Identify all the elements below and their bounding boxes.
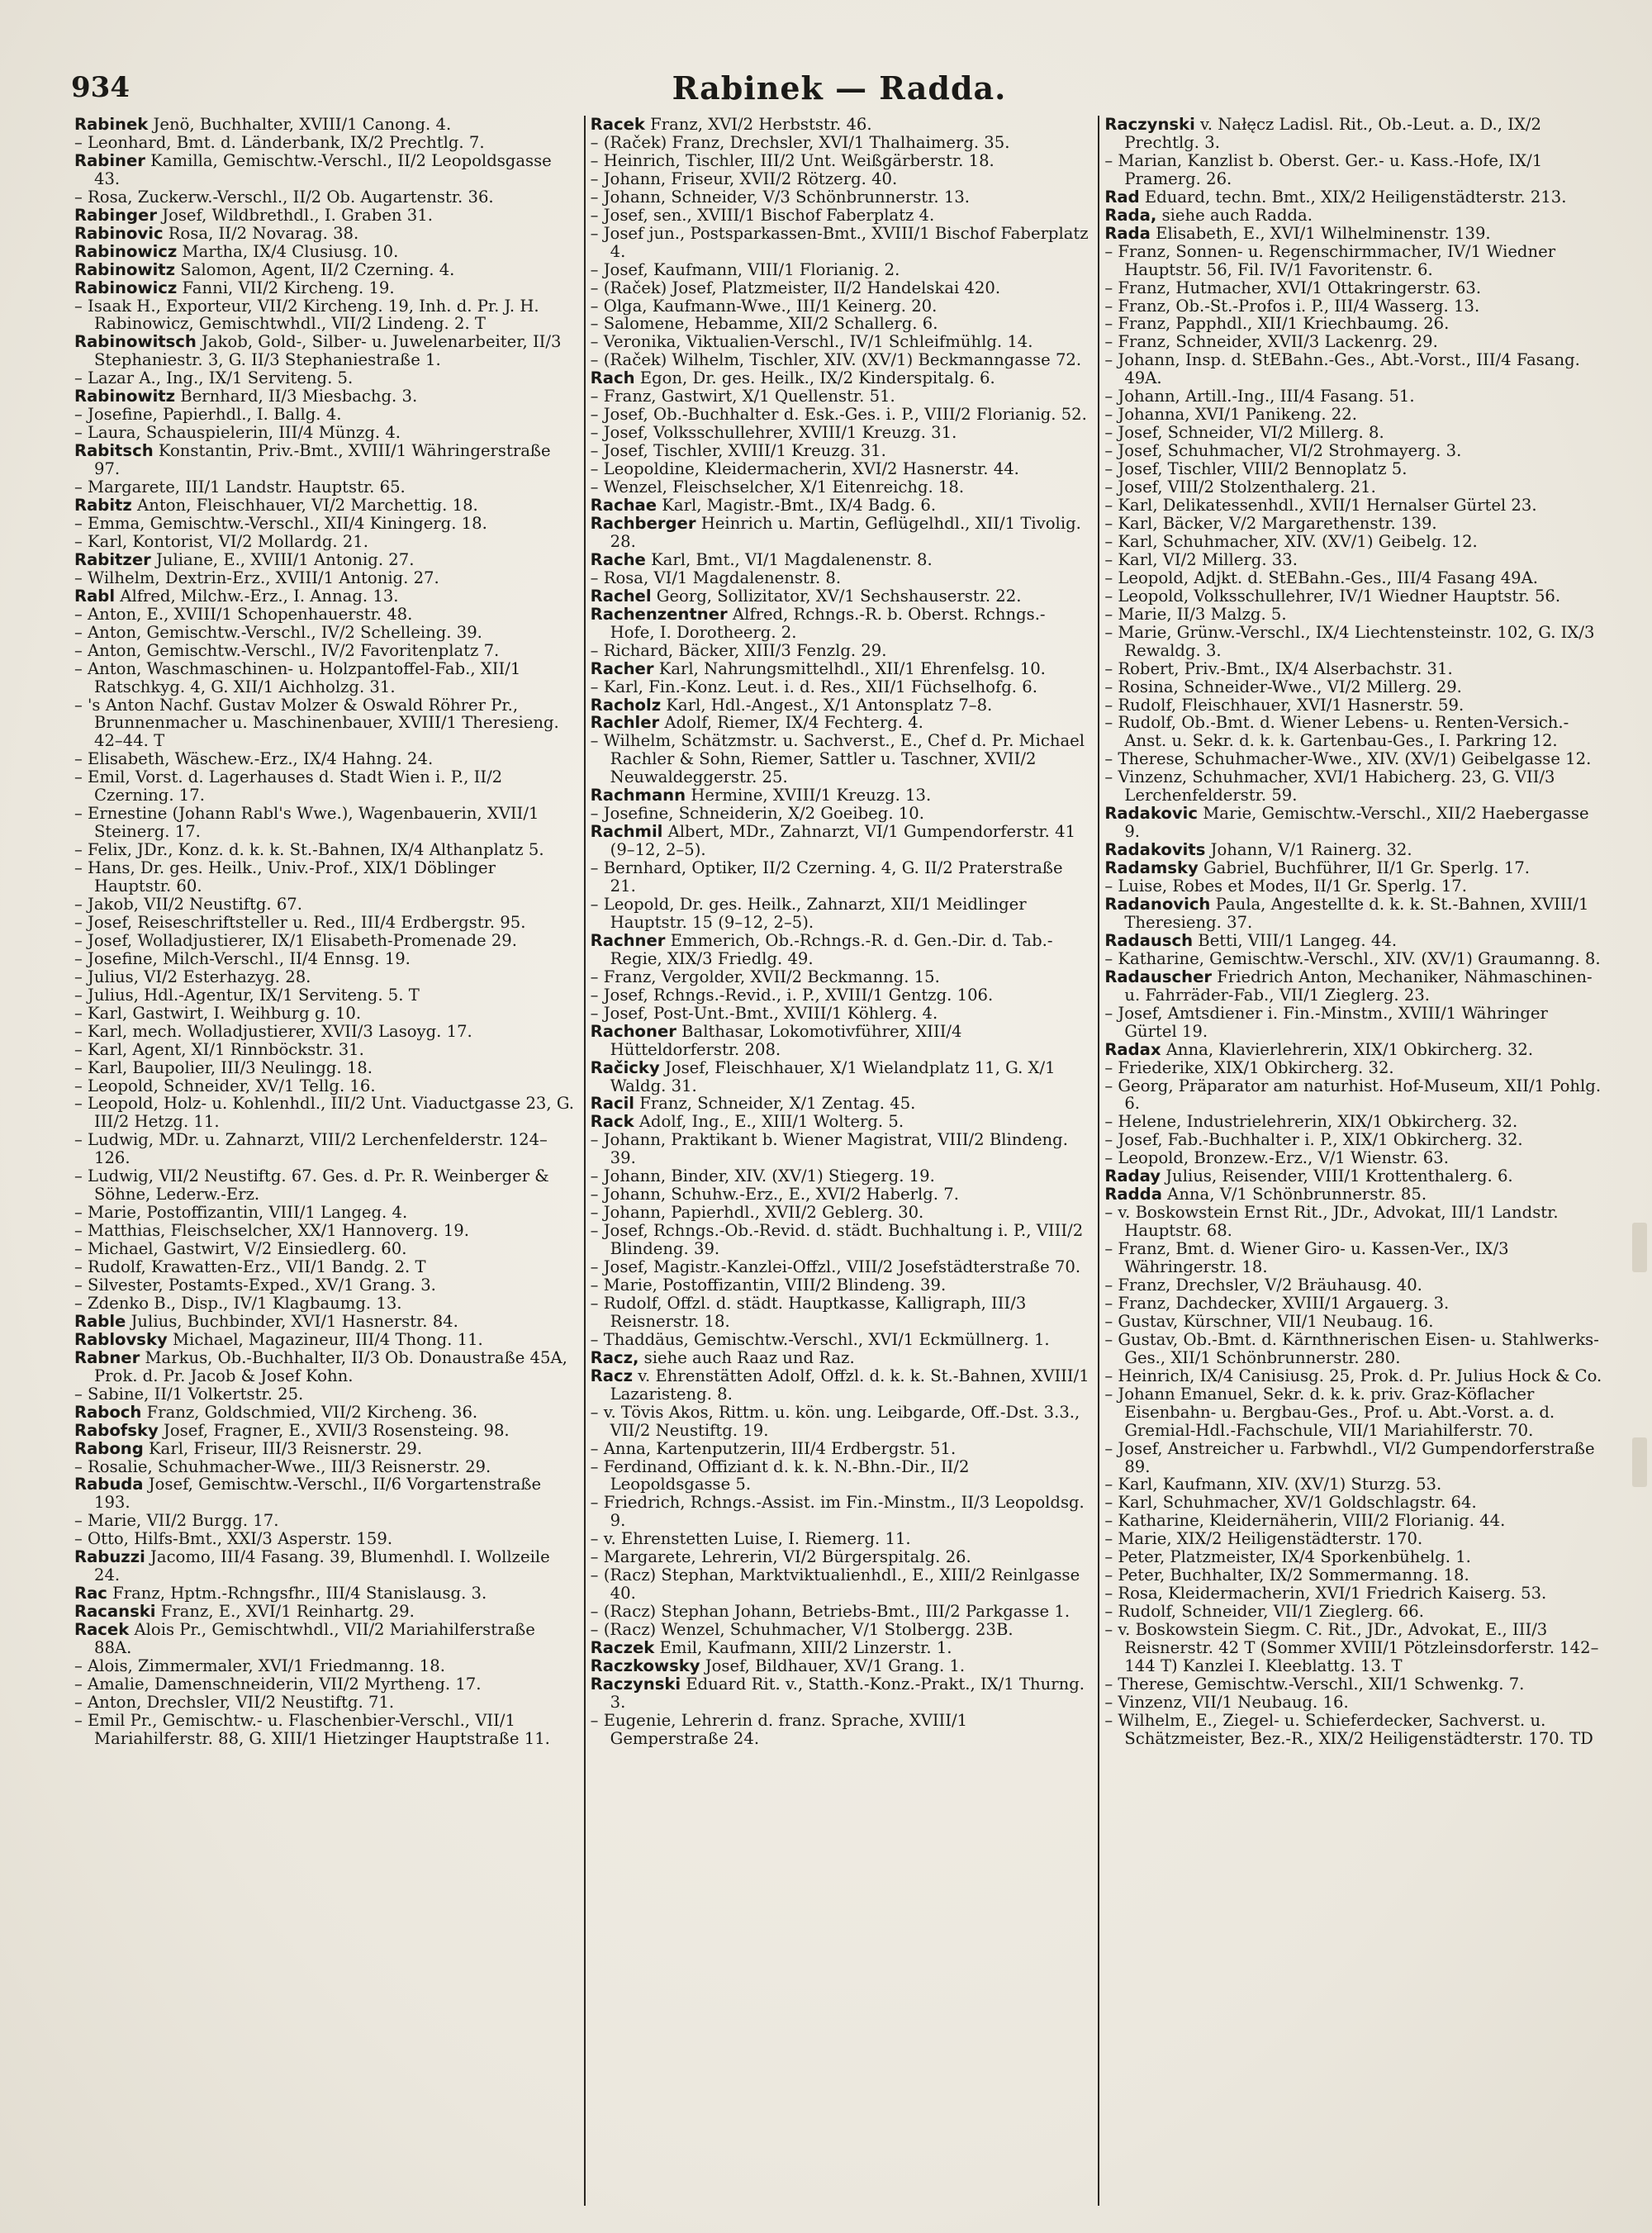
entry-surname: Rack: [590, 1112, 634, 1132]
directory-entry: – Marie, Postoffizantin, VIII/1 Langeg. 4.: [74, 1203, 408, 1223]
entry-surname: Rada,: [1104, 205, 1157, 225]
directory-entry: – Leonhard, Bmt. d. Länderbank, IX/2 Prechtlg. 7.: [74, 132, 485, 152]
directory-entry: – Leopoldine, Kleidermacherin, XVI/2 Hasnerstr. 44.: [590, 459, 1019, 479]
directory-entry: – Isaak H., Exporteur, VII/2 Kircheng. 19, Inh. d. Pr. J. H. Rabinowicz, Gemischtwhdl., VII/2 Lindeng. 2. T: [74, 296, 539, 334]
entry-surname: Raczek: [590, 1638, 655, 1658]
directory-entry: – Luise, Robes et Modes, II/1 Gr. Sperlg. 17.: [1104, 877, 1468, 896]
directory-entry: Radakovic Marie, Gemischtw.-Verschl., XII/2 Haebergasse 9.: [1104, 804, 1589, 842]
entry-surname: Rache: [590, 549, 646, 569]
directory-entry: – Georg, Präparator am naturhist. Hof-Museum, XII/1 Pohlg. 6.: [1104, 1076, 1602, 1114]
directory-entry: – Anton, E., XVIII/1 Schopenhauerstr. 48.: [74, 604, 413, 624]
entry-surname: Rach: [590, 368, 635, 388]
directory-entry: – Josef, Schuhmacher, VI/2 Strohmayerg. 3.: [1104, 441, 1462, 461]
directory-entry: – Johann, Friseur, XVII/2 Rötzerg. 40.: [590, 169, 898, 188]
directory-entry: – Karl, Schuhmacher, XIV. (XV/1) Geibelg. 12.: [1104, 531, 1478, 551]
directory-entry: Rabinovic Rosa, II/2 Novarag. 38.: [74, 223, 359, 243]
directory-entry: Rachmil Albert, MDr., Zahnarzt, VI/1 Gumpendorferstr. 41 (9–12, 2–5).: [590, 822, 1076, 860]
directory-entry: – Josef, Rchngs.-Ob.-Revid. d. städt. Buchhaltung i. P., VIII/2 Blindeng. 39.: [590, 1221, 1084, 1259]
entry-surname: Rachae: [590, 496, 657, 515]
directory-entry: Rabitzer Juliane, E., XVIII/1 Antonig. 27.: [74, 549, 415, 569]
directory-entry: – Leopold, Volksschullehrer, IV/1 Wiedner Hauptstr. 56.: [1104, 586, 1561, 606]
entry-surname: Radakovits: [1104, 840, 1206, 860]
entry-surname: Radakovic: [1104, 804, 1198, 824]
page-header: [71, 69, 1607, 111]
entry-surname: Rablovsky: [74, 1329, 168, 1349]
directory-entry: – Franz, Drechsler, V/2 Bräuhausg. 40.: [1104, 1276, 1422, 1295]
directory-entry: – Wenzel, Fleischselcher, X/1 Eitenreichg. 18.: [590, 477, 965, 497]
directory-entry: – Hans, Dr. ges. Heilk., Univ.-Prof., XIX/1 Döblinger Hauptstr. 60.: [74, 858, 496, 896]
entry-surname: Radax: [1104, 1039, 1161, 1059]
directory-entry: Rabinowicz Martha, IX/4 Clusiusg. 10.: [74, 241, 399, 261]
entry-surname: Rabitsch: [74, 441, 154, 461]
directory-entry: Rabitz Anton, Fleischhauer, VI/2 Marchettig. 18.: [74, 496, 478, 515]
directory-entry: – Josef, Schneider, VI/2 Millerg. 8.: [1104, 423, 1384, 443]
directory-entry: – (Raček) Franz, Drechsler, XVI/1 Thalhaimerg. 35.: [590, 132, 1010, 152]
entry-surname: Radda: [1104, 1185, 1162, 1204]
directory-entry: Rabinowitz Salomon, Agent, II/2 Czerning. 4.: [74, 259, 455, 279]
directory-entry: – Gustav, Ob.-Bmt. d. Kärnthnerischen Eisen- u. Stahlwerks-Ges., XII/1 Schönbrunnerstr. 280.: [1104, 1329, 1599, 1367]
entry-surname: Rada: [1104, 223, 1151, 243]
directory-entry: – Rudolf, Schneider, VII/1 Zieglerg. 66.: [1104, 1602, 1424, 1622]
directory-entry: – Anton, Gemischtw.-Verschl., IV/2 Schelleing. 39.: [74, 622, 482, 642]
directory-entry: – Thaddäus, Gemischtw.-Verschl., XVI/1 Eckmüllnerg. 1.: [590, 1329, 1050, 1349]
directory-entry: Rabitsch Konstantin, Priv.-Bmt., XVIII/1 Währingerstraße 97.: [74, 441, 551, 479]
entry-surname: Racher: [590, 658, 654, 678]
page-number: 934: [71, 71, 130, 104]
directory-entry: Rabiner Kamilla, Gemischtw.-Verschl., II/2 Leopoldsgasse 43.: [74, 150, 552, 188]
directory-entry: – Leopold, Adjkt. d. StEBahn.-Ges., III/4 Fasang 49A.: [1104, 568, 1539, 587]
directory-entry: Racz, siehe auch Raaz und Raz.: [590, 1347, 855, 1367]
entry-surname: Racanski: [74, 1602, 156, 1622]
directory-entry: Rach Egon, Dr. ges. Heilk., IX/2 Kinderspitalg. 6.: [590, 368, 995, 388]
entry-surname: Rabitz: [74, 496, 132, 515]
directory-entry: – Karl, Agent, XI/1 Rinnböckstr. 31.: [74, 1039, 364, 1059]
entry-surname: Rabinowitz: [74, 387, 176, 406]
directory-entry: – Margarete, Lehrerin, VI/2 Bürgerspitalg. 26.: [590, 1547, 971, 1567]
directory-entry: – Josef, Anstreicher u. Farbwhdl., VI/2 Gumpendorferstraße 89.: [1104, 1438, 1595, 1476]
entry-surname: Rachner: [590, 930, 666, 950]
directory-entry: – Marie, VII/2 Burgg. 17.: [74, 1511, 279, 1531]
directory-entry: – Karl, Kontorist, VI/2 Mollardg. 21.: [74, 531, 368, 551]
directory-entry: – Rosa, Zuckerw.-Verschl., II/2 Ob. Augartenstr. 36.: [74, 187, 494, 207]
directory-entry: Rabuda Josef, Gemischtw.-Verschl., II/6 Vorgartenstraße 193.: [74, 1475, 542, 1513]
entry-surname: Rabinovic: [74, 223, 164, 243]
directory-entry: – Franz, Papphdl., XII/1 Kriechbaumg. 26.: [1104, 314, 1450, 334]
directory-entry: – Josef, Reiseschriftsteller u. Red., III/4 Erdbergstr. 95.: [74, 912, 526, 932]
directory-entry: – Vinzenz, Schuhmacher, XVI/1 Habicherg. 23, G. VII/3 Lerchenfelderstr. 59.: [1104, 767, 1555, 805]
entry-surname: Racek: [590, 116, 645, 134]
directory-entry: – Friedrich, Rchngs.-Assist. im Fin.-Minstm., II/3 Leopoldsg. 9.: [590, 1493, 1085, 1531]
directory-entry: – Julius, VI/2 Esterhazyg. 28.: [74, 967, 311, 986]
directory-entry: Rac Franz, Hptm.-Rchngsfhr., III/4 Stanislausg. 3.: [74, 1584, 487, 1603]
directory-entry: – Felix, JDr., Konz. d. k. k. St.-Bahnen, IX/4 Althanplatz 5.: [74, 840, 544, 860]
directory-entry: – Karl, mech. Wolladjustierer, XVII/3 Lasoyg. 17.: [74, 1021, 472, 1041]
directory-entry: – Anton, Waschmaschinen- u. Holzpantoffel-Fab., XII/1 Ratschkyg. 4, G. XII/1 Aichholzg. 31.: [74, 658, 521, 696]
entry-surname: Rabinek: [74, 116, 149, 134]
directory-entry: – Veronika, Viktualien-Verschl., IV/1 Schleifmühlg. 14.: [590, 332, 1033, 352]
directory-entry: – Matthias, Fleischselcher, XX/1 Hannoverg. 19.: [74, 1221, 469, 1241]
directory-entry: – Karl, Delikatessenhdl., XVII/1 Hernalser Gürtel 23.: [1104, 496, 1537, 515]
directory-entry: Raboch Franz, Goldschmied, VII/2 Kircheng. 36.: [74, 1402, 478, 1422]
directory-entry: – Karl, Schuhmacher, XV/1 Goldschlagstr. 64.: [1104, 1493, 1477, 1513]
directory-entry: Rack Adolf, Ing., E., XIII/1 Wolterg. 5.: [590, 1112, 904, 1132]
directory-entry: – Emil Pr., Gemischtw.- u. Flaschenbier-Verschl., VII/1 Mariahilferstr. 88, G. XIII/1 Hietzinger Hauptstraße 11.: [74, 1710, 550, 1748]
directory-entry: – Marie, II/3 Malzg. 5.: [1104, 604, 1287, 624]
directory-entry: – Josef, Ob.-Buchhalter d. Esk.-Ges. i. P., VIII/2 Florianig. 52.: [590, 405, 1087, 425]
directory-entry: – Johann, Binder, XIV. (XV/1) Stiegerg. 19.: [590, 1166, 935, 1186]
directory-entry: – Katharine, Kleidernäherin, VIII/2 Florianig. 44.: [1104, 1511, 1506, 1531]
entry-surname: Radanovich: [1104, 894, 1211, 914]
directory-entry: – Josef, Wolladjustierer, IX/1 Elisabeth-Promenade 29.: [74, 930, 517, 950]
directory-entry: – Therese, Gemischtw.-Verschl., XII/1 Schwenkg. 7.: [1104, 1674, 1525, 1694]
directory-entry: – Franz, Dachdecker, XVIII/1 Argauerg. 3.: [1104, 1293, 1450, 1313]
directory-entry: – Josef, Tischler, VIII/2 Bennoplatz 5.: [1104, 459, 1408, 479]
directory-entry: Rachler Adolf, Riemer, IX/4 Fechterg. 4.: [590, 713, 923, 733]
directory-entry: Rachberger Heinrich u. Martin, Geflügelhdl., XII/1 Tivolig. 28.: [590, 513, 1081, 551]
directory-entry: Rablovsky Michael, Magazineur, III/4 Thong. 11.: [74, 1329, 483, 1349]
directory-entry: – Sabine, II/1 Volkertstr. 25.: [74, 1384, 304, 1404]
directory-entry: – (Raček) Wilhelm, Tischler, XIV. (XV/1) Beckmanngasse 72.: [590, 350, 1082, 370]
directory-entry: – Johann, Schuhw.-Erz., E., XVI/2 Haberlg. 7.: [590, 1185, 959, 1204]
directory-entry: – Ferdinand, Offiziant d. k. k. N.-Bhn.-Dir., II/2 Leopoldsgasse 5.: [590, 1456, 970, 1494]
directory-entry: – Zdenko B., Disp., IV/1 Klagbaumg. 13.: [74, 1293, 402, 1313]
entry-surname: Rabinowitsch: [74, 332, 197, 352]
directory-entry: Rabuzzi Jacomo, III/4 Fasang. 39, Blumenhdl. I. Wollzeile 24.: [74, 1547, 550, 1585]
directory-entry: – Bernhard, Optiker, II/2 Czerning. 4, G. II/2 Praterstraße 21.: [590, 858, 1063, 896]
entry-surname: Rad: [1104, 187, 1140, 207]
directory-entry: – Karl, Fin.-Konz. Leut. i. d. Res., XII/1 Füchselhofg. 6.: [590, 677, 1037, 696]
directory-entry: – Karl, Gastwirt, I. Weihburg g. 10.: [74, 1003, 362, 1023]
column-middle: [584, 116, 1099, 2206]
directory-entry: Rabinek Jenö, Buchhalter, XVIII/1 Canong. 4.: [74, 116, 452, 134]
directory-entry: – Silvester, Postamts-Exped., XV/1 Grang. 3.: [74, 1276, 436, 1295]
directory-entry: Rable Julius, Buchbinder, XVI/1 Hasnerstr. 84.: [74, 1311, 458, 1331]
directory-entry: Rada Elisabeth, E., XVI/1 Wilhelminenstr. 139.: [1104, 223, 1491, 243]
directory-entry: – Salomene, Hebamme, XII/2 Schallerg. 6.: [590, 314, 938, 334]
directory-entry: – Leopold, Schneider, XV/1 Tellg. 16.: [74, 1076, 376, 1095]
entry-surname: Rachberger: [590, 513, 696, 533]
directory-entry: – Eugenie, Lehrerin d. franz. Sprache, XVIII/1 Gemperstraße 24.: [590, 1710, 968, 1748]
entry-surname: Radausch: [1104, 930, 1194, 950]
directory-entry: – Leopold, Holz- u. Kohlenhdl., III/2 Unt. Viaductgasse 23, G. III/2 Hetzg. 11.: [74, 1094, 575, 1132]
entry-surname: Raczkowsky: [590, 1656, 700, 1676]
directory-entry: Radauscher Friedrich Anton, Mechaniker, Nähmaschinen- u. Fahrräder-Fab., VII/1 Zieglerg. 23.: [1104, 967, 1593, 1005]
entry-surname: Rabinowitz: [74, 259, 176, 279]
directory-entry: Rabong Karl, Friseur, III/3 Reisnerstr. 29.: [74, 1438, 423, 1458]
directory-entry: – Rosalie, Schuhmacher-Wwe., III/3 Reisnerstr. 29.: [74, 1456, 491, 1476]
directory-entry: – v. Boskowstein Ernst Rit., JDr., Advokat, III/1 Landstr. Hauptstr. 68.: [1104, 1203, 1559, 1241]
directory-entry: – Franz, Gastwirt, X/1 Quellenstr. 51.: [590, 387, 895, 406]
directory-entry: – Johann, Insp. d. StEBahn.-Ges., Abt.-Vorst., III/4 Fasang. 49A.: [1104, 350, 1580, 388]
directory-entry: – Wilhelm, Schätzmstr. u. Sachverst., E., Chef d. Pr. Michael Rachler & Sohn, Riemer, Sattler u. Taschner, XVII/2 Neuwaldeggerstr. 25.: [590, 731, 1085, 787]
entry-surname: Racek: [74, 1620, 130, 1640]
directory-entry: Raczkowsky Josef, Bildhauer, XV/1 Grang. 1.: [590, 1656, 966, 1676]
directory-entry: – Josefine, Papierhdl., I. Ballg. 4.: [74, 405, 342, 425]
entry-surname: Rabl: [74, 586, 116, 606]
directory-entry: Racholz Karl, Hdl.-Angest., X/1 Antonsplatz 7–8.: [590, 695, 993, 715]
directory-entry: – Josef, Volksschullehrer, XVIII/1 Kreuzg. 31.: [590, 423, 957, 443]
directory-entry: – Marie, XIX/2 Heiligenstädterstr. 170.: [1104, 1529, 1423, 1549]
column-right: [1098, 116, 1612, 2206]
directory-entry: – Karl, VI/2 Millerg. 33.: [1104, 549, 1298, 569]
directory-entry: Racanski Franz, E., XVI/1 Reinhartg. 29.: [74, 1602, 415, 1622]
directory-entry: – Franz, Bmt. d. Wiener Giro- u. Kassen-Ver., IX/3 Währingerstr. 18.: [1104, 1239, 1509, 1277]
directory-entry: – Rosa, Kleidermacherin, XVI/1 Friedrich Kaiserg. 53.: [1104, 1584, 1547, 1603]
directory-entry: Rache Karl, Bmt., VI/1 Magdalenenstr. 8.: [590, 549, 933, 569]
entry-surname: Račicky: [590, 1057, 660, 1077]
directory-entry: – Margarete, III/1 Landstr. Hauptstr. 65.: [74, 477, 406, 497]
entry-surname: Rabuda: [74, 1475, 144, 1494]
directory-columns: [69, 116, 1612, 2206]
directory-entry: – Heinrich, Tischler, III/2 Unt. Weißgärberstr. 18.: [590, 150, 995, 170]
directory-entry: – Marian, Kanzlist b. Oberst. Ger.- u. Kass.-Hofe, IX/1 Pramerg. 26.: [1104, 150, 1543, 188]
directory-entry: – Anna, Kartenputzerin, III/4 Erdbergstr. 51.: [590, 1438, 957, 1458]
entry-surname: Rabinowicz: [74, 241, 178, 261]
entry-surname: Rachmann: [590, 786, 686, 805]
entry-surname: Raczynski: [590, 1674, 681, 1694]
directory-entry: – Marie, Postoffizantin, VIII/2 Blindeng. 39.: [590, 1276, 947, 1295]
directory-entry: Radakovits Johann, V/1 Rainerg. 32.: [1104, 840, 1412, 860]
directory-entry: – Franz, Schneider, XVII/3 Lackenrg. 29.: [1104, 332, 1438, 352]
directory-entry: – Elisabeth, Wäschew.-Erz., IX/4 Hahng. 24.: [74, 749, 434, 769]
directory-entry: Rabner Markus, Ob.-Buchhalter, II/3 Ob. Donaustraße 45A, Prok. d. Pr. Jacob & Josef Kohn.: [74, 1347, 567, 1385]
directory-entry: – v. Ehrenstetten Luise, I. Riemerg. 11.: [590, 1529, 911, 1549]
directory-entry: – Franz, Hutmacher, XVI/1 Ottakringerstr. 63.: [1104, 278, 1482, 297]
directory-entry: – Karl, Kaufmann, XIV. (XV/1) Sturzg. 53.: [1104, 1475, 1442, 1494]
entry-surname: Rac: [74, 1584, 107, 1603]
directory-entry: Rada, siehe auch Radda.: [1104, 205, 1313, 225]
entry-surname: Rabiner: [74, 150, 145, 170]
entry-surname: Rabinowicz: [74, 278, 178, 297]
directory-entry: – Jakob, VII/2 Neustiftg. 67.: [74, 894, 302, 914]
directory-entry: – Franz, Sonnen- u. Regenschirmmacher, IV/1 Wiedner Hauptstr. 56, Fil. IV/1 Favoritenstr. 6.: [1104, 241, 1556, 279]
entry-surname: Racz,: [590, 1347, 639, 1367]
directory-entry: – Helene, Industrielehrerin, XIX/1 Obkircherg. 32.: [1104, 1112, 1518, 1132]
directory-entry: Radda Anna, V/1 Schönbrunnerstr. 85.: [1104, 1185, 1427, 1204]
directory-entry: Raczek Emil, Kaufmann, XIII/2 Linzerstr. 1.: [590, 1638, 952, 1658]
directory-entry: – Karl, Baupolier, III/3 Neulingg. 18.: [74, 1057, 373, 1077]
directory-entry: Radax Anna, Klavierlehrerin, XIX/1 Obkircherg. 32.: [1104, 1039, 1534, 1059]
entry-surname: Rachenzentner: [590, 604, 728, 624]
directory-entry: – Robert, Priv.-Bmt., IX/4 Alserbachstr. 31.: [1104, 658, 1453, 678]
directory-entry: Rachenzentner Alfred, Rchngs.-R. b. Oberst. Rchngs.-Hofe, I. Dorotheerg. 2.: [590, 604, 1046, 642]
entry-surname: Raczynski: [1104, 116, 1195, 134]
directory-entry: Račicky Josef, Fleischhauer, X/1 Wielandplatz 11, G. X/1 Waldg. 31.: [590, 1057, 1056, 1095]
entry-surname: Rachel: [590, 586, 652, 606]
directory-entry: – v. Boskowstein Siegm. C. Rit., JDr., Advokat, E., III/3 Reisnerstr. 42 T (Sommer XVIII/1 Pötzleinsdorferstr. 142–144 T) Kanzlei I. Kleeblattg. 13. T: [1104, 1620, 1599, 1676]
entry-surname: Rabong: [74, 1438, 144, 1458]
directory-entry: – Emma, Gemischtw.-Verschl., XII/4 Kiningerg. 18.: [74, 513, 487, 533]
directory-entry: – Julius, Hdl.-Agentur, IX/1 Serviteng. 5. T: [74, 985, 420, 1005]
directory-entry: Rabinger Josef, Wildbrethdl., I. Graben 31.: [74, 205, 433, 225]
directory-entry: – Josef, Post-Unt.-Bmt., XVIII/1 Köhlerg. 4.: [590, 1003, 938, 1023]
directory-entry: – Josef, Kaufmann, VIII/1 Florianig. 2.: [590, 259, 900, 279]
directory-entry: – Vinzenz, VII/1 Neubaug. 16.: [1104, 1692, 1349, 1712]
directory-entry: – Gustav, Kürschner, VII/1 Neubaug. 16.: [1104, 1311, 1434, 1331]
directory-entry: – Wilhelm, Dextrin-Erz., XVIII/1 Antonig. 27.: [74, 568, 439, 587]
directory-entry: – Anton, Gemischtw.-Verschl., IV/2 Favoritenplatz 7.: [74, 640, 500, 660]
directory-entry: – Anton, Drechsler, VII/2 Neustiftg. 71.: [74, 1692, 395, 1712]
directory-entry: – Josef, sen., XVIII/1 Bischof Faberplatz 4.: [590, 205, 935, 225]
directory-entry: Raczynski v. Nałęcz Ladisl. Rit., Ob.-Leut. a. D., IX/2 Prechtlg. 3.: [1104, 116, 1542, 152]
directory-entry: – Franz, Vergolder, XVII/2 Beckmanng. 15.: [590, 967, 940, 986]
directory-entry: – Josef, Fab.-Buchhalter i. P., XIX/1 Obkircherg. 32.: [1104, 1130, 1523, 1150]
directory-entry: – Rudolf, Offzl. d. städt. Hauptkasse, Kalligraph, III/3 Reisnerstr. 18.: [590, 1293, 1027, 1331]
directory-entry: Radausch Betti, VIII/1 Langeg. 44.: [1104, 930, 1398, 950]
directory-entry: – Ernestine (Johann Rabl's Wwe.), Wagenbauerin, XVII/1 Steinerg. 17.: [74, 804, 539, 842]
directory-entry: – Peter, Platzmeister, IX/4 Sporkenbühelg. 1.: [1104, 1547, 1471, 1567]
page-edge-mark: [1632, 1437, 1647, 1487]
directory-entry: – Franz, Ob.-St.-Profos i. P., III/4 Wasserg. 13.: [1104, 296, 1480, 316]
directory-entry: – Karl, Bäcker, V/2 Margarethenstr. 139.: [1104, 513, 1437, 533]
directory-entry: Rad Eduard, techn. Bmt., XIX/2 Heiligenstädterstr. 213.: [1104, 187, 1567, 207]
directory-entry: Rabinowitz Bernhard, II/3 Miesbachg. 3.: [74, 387, 418, 406]
directory-entry: – Josef, Rchngs.-Revid., i. P., XVIII/1 Gentzg. 106.: [590, 985, 994, 1005]
entry-surname: Rabner: [74, 1347, 140, 1367]
directory-entry: – Therese, Schuhmacher-Wwe., XIV. (XV/1) Geibelgasse 12.: [1104, 749, 1592, 769]
entry-surname: Rabinger: [74, 205, 157, 225]
directory-entry: – Johann, Schneider, V/3 Schönbrunnerstr. 13.: [590, 187, 971, 207]
entry-surname: Raday: [1104, 1166, 1161, 1186]
entry-surname: Rachmil: [590, 822, 663, 842]
directory-entry: Raday Julius, Reisender, VIII/1 Krottenthalerg. 6.: [1104, 1166, 1513, 1186]
directory-entry: Rabinowicz Fanni, VII/2 Kircheng. 19.: [74, 278, 395, 297]
column-left: [69, 116, 584, 2206]
directory-entry: – Amalie, Damenschneiderin, VII/2 Myrtheng. 17.: [74, 1674, 482, 1694]
entry-surname: Rabuzzi: [74, 1547, 145, 1567]
entry-surname: Rabofsky: [74, 1420, 159, 1440]
directory-entry: – Johanna, XVI/1 Panikeng. 22.: [1104, 405, 1357, 425]
directory-entry: – Josef, VIII/2 Stolzenthalerg. 21.: [1104, 477, 1376, 497]
directory-entry: – Marie, Grünw.-Verschl., IX/4 Liechtensteinstr. 102, G. IX/3 Rewaldg. 3.: [1104, 622, 1595, 660]
directory-entry: – Rudolf, Ob.-Bmt. d. Wiener Lebens- u. Renten-Versich.-Anst. u. Sekr. d. k. k. Gartenbau-Ges., I. Parkring 12.: [1104, 713, 1569, 751]
directory-entry: Rachel Georg, Sollizitator, XV/1 Sechshauserstr. 22.: [590, 586, 1022, 606]
directory-entry: – Johann, Praktikant b. Wiener Magistrat, VIII/2 Blindeng. 39.: [590, 1130, 1068, 1168]
directory-entry: Rabl Alfred, Milchw.-Erz., I. Annag. 13.: [74, 586, 399, 606]
directory-entry: – Leopold, Bronzew.-Erz., V/1 Wienstr. 63.: [1104, 1148, 1449, 1168]
directory-entry: – Ludwig, MDr. u. Zahnarzt, VIII/2 Lerchenfelderstr. 124–126.: [74, 1130, 548, 1168]
directory-entry: – Josefine, Milch-Verschl., II/4 Ennsg. 19.: [74, 948, 411, 968]
directory-entry: Racek Franz, XVI/2 Herbststr. 46.: [590, 116, 872, 134]
directory-entry: Rabofsky Josef, Fragner, E., XVII/3 Rosensteing. 98.: [74, 1420, 510, 1440]
running-head: Rabinek — Radda.: [672, 69, 1007, 107]
entry-surname: Racholz: [590, 695, 662, 715]
directory-entry: – (Raček) Josef, Platzmeister, II/2 Handelskai 420.: [590, 278, 1001, 297]
directory-entry: Racz v. Ehrenstätten Adolf, Offzl. d. k. k. St.-Bahnen, XVIII/1 Lazaristeng. 8.: [590, 1366, 1089, 1404]
directory-entry: – Peter, Buchhalter, IX/2 Sommermanng. 18.: [1104, 1565, 1469, 1585]
directory-entry: – Heinrich, IX/4 Canisiusg. 25, Prok. d. Pr. Julius Hock & Co.: [1104, 1366, 1602, 1385]
directory-entry: – Lazar A., Ing., IX/1 Serviteng. 5.: [74, 368, 354, 388]
directory-entry: Rachae Karl, Magistr.-Bmt., IX/4 Badg. 6.: [590, 496, 937, 515]
entry-surname: Raboch: [74, 1402, 142, 1422]
directory-entry: – Josef, Tischler, XVIII/1 Kreuzg. 31.: [590, 441, 886, 461]
directory-entry: – (Racz) Stephan Johann, Betriebs-Bmt., III/2 Parkgasse 1.: [590, 1602, 1070, 1622]
directory-entry: Racek Alois Pr., Gemischtwhdl., VII/2 Mariahilferstraße 88A.: [74, 1620, 535, 1658]
directory-entry: – (Racz) Stephan, Marktviktualienhdl., E., XIII/2 Reinlgasse 40.: [590, 1565, 1080, 1603]
directory-entry: – Josef, Amtsdiener i. Fin.-Minstm., XVIII/1 Währinger Gürtel 19.: [1104, 1003, 1548, 1041]
directory-entry: – Katharine, Gemischtw.-Verschl., XIV. (XV/1) Graumanng. 8.: [1104, 948, 1601, 968]
directory-entry: – v. Tövis Akos, Rittm. u. kön. ung. Leibgarde, Off.-Dst. 3.3., VII/2 Neustiftg. 19.: [590, 1402, 1080, 1440]
entry-surname: Racil: [590, 1094, 635, 1114]
entry-surname: Racz: [590, 1366, 634, 1385]
directory-entry: – Ludwig, VII/2 Neustiftg. 67. Ges. d. Pr. R. Weinberger & Söhne, Lederw.-Erz.: [74, 1166, 549, 1204]
directory-entry: – Emil, Vorst. d. Lagerhauses d. Stadt Wien i. P., II/2 Czerning. 17.: [74, 767, 503, 805]
entry-surname: Rachler: [590, 713, 660, 733]
directory-entry: Rachner Emmerich, Ob.-Rchngs.-R. d. Gen.-Dir. d. Tab.-Regie, XIX/3 Friedlg. 49.: [590, 930, 1053, 968]
entry-surname: Radauscher: [1104, 967, 1213, 986]
directory-entry: – Michael, Gastwirt, V/2 Einsiedlerg. 60.: [74, 1239, 407, 1259]
directory-entry: – Johann, Artill.-Ing., III/4 Fasang. 51.: [1104, 387, 1415, 406]
directory-entry: Racil Franz, Schneider, X/1 Zentag. 45.: [590, 1094, 916, 1114]
entry-surname: Rable: [74, 1311, 126, 1331]
directory-entry: – Rudolf, Fleischhauer, XVI/1 Hasnerstr. 59.: [1104, 695, 1464, 715]
directory-entry: Rachoner Balthasar, Lokomotivführer, XIII/4 Hütteldorferstr. 208.: [590, 1021, 962, 1059]
directory-entry: – Johann, Papierhdl., XVII/2 Geblerg. 30.: [590, 1203, 924, 1223]
directory-entry: – Friederike, XIX/1 Obkircherg. 32.: [1104, 1057, 1394, 1077]
directory-entry: – Wilhelm, E., Ziegel- u. Schieferdecker, Sachverst. u. Schätzmeister, Bez.-R., XIX/2 Heiligenstädterstr. 170. TD: [1104, 1710, 1593, 1748]
directory-entry: – Leopold, Dr. ges. Heilk., Zahnarzt, XII/1 Meidlinger Hauptstr. 15 (9–12, 2–5).: [590, 894, 1027, 932]
entry-surname: Rachoner: [590, 1021, 676, 1041]
directory-entry: Raczynski Eduard Rit. v., Statth.-Konz.-Prakt., IX/1 Thurng. 3.: [590, 1674, 1085, 1712]
directory-entry: Radanovich Paula, Angestellte d. k. k. St.-Bahnen, XVIII/1 Theresieng. 37.: [1104, 894, 1589, 932]
directory-entry: – Rudolf, Krawatten-Erz., VII/1 Bandg. 2. T: [74, 1257, 426, 1277]
directory-entry: Rabinowitsch Jakob, Gold-, Silber- u. Juwelenarbeiter, II/3 Stephaniestr. 3, G. II/3 Stephaniestraße 1.: [74, 332, 562, 370]
directory-entry: Rachmann Hermine, XVIII/1 Kreuzg. 13.: [590, 786, 932, 805]
directory-entry: – Josefine, Schneiderin, X/2 Goeibeg. 10.: [590, 804, 924, 824]
directory-entry: – Alois, Zimmermaler, XVI/1 Friedmanng. 18.: [74, 1656, 445, 1676]
directory-entry: – Rosina, Schneider-Wwe., VI/2 Millerg. 29.: [1104, 677, 1462, 696]
directory-entry: – 's Anton Nachf. Gustav Molzer & Oswald Röhrer Pr., Brunnenmacher u. Maschinenbauer, XVIII/1 Theresieng. 42–44. T: [74, 695, 559, 751]
directory-entry: – Johann Emanuel, Sekr. d. k. k. priv. Graz-Köflacher Eisenbahn- u. Bergbau-Ges., Prof. u. Abt.-Vorst. a. d. Gremial-Hdl.-Fachschule, VII/1 Mariahilferstr. 70.: [1104, 1384, 1555, 1440]
directory-entry: – Josef, Magistr.-Kanzlei-Offzl., VIII/2 Josefstädterstraße 70.: [590, 1257, 1081, 1277]
directory-entry: – (Racz) Wenzel, Schuhmacher, V/1 Stolbergg. 23B.: [590, 1620, 1014, 1640]
directory-entry: – Olga, Kaufmann-Wwe., III/1 Keinerg. 20.: [590, 296, 938, 316]
directory-entry: – Richard, Bäcker, XIII/3 Fenzlg. 29.: [590, 640, 887, 660]
entry-surname: Radamsky: [1104, 858, 1199, 878]
directory-entry: – Josef jun., Postsparkassen-Bmt., XVIII/1 Bischof Faberplatz 4.: [590, 223, 1089, 261]
directory-entry: – Laura, Schauspielerin, III/4 Münzg. 4.: [74, 423, 401, 443]
directory-entry: Racher Karl, Nahrungsmittelhdl., XII/1 Ehrenfelsg. 10.: [590, 658, 1046, 678]
directory-entry: Radamsky Gabriel, Buchführer, II/1 Gr. Sperlg. 17.: [1104, 858, 1531, 878]
entry-surname: Rabitzer: [74, 549, 151, 569]
directory-entry: – Rosa, VI/1 Magdalenenstr. 8.: [590, 568, 842, 587]
directory-entry: – Otto, Hilfs-Bmt., XXI/3 Asperstr. 159.: [74, 1529, 393, 1549]
page-edge-mark: [1632, 1223, 1647, 1272]
